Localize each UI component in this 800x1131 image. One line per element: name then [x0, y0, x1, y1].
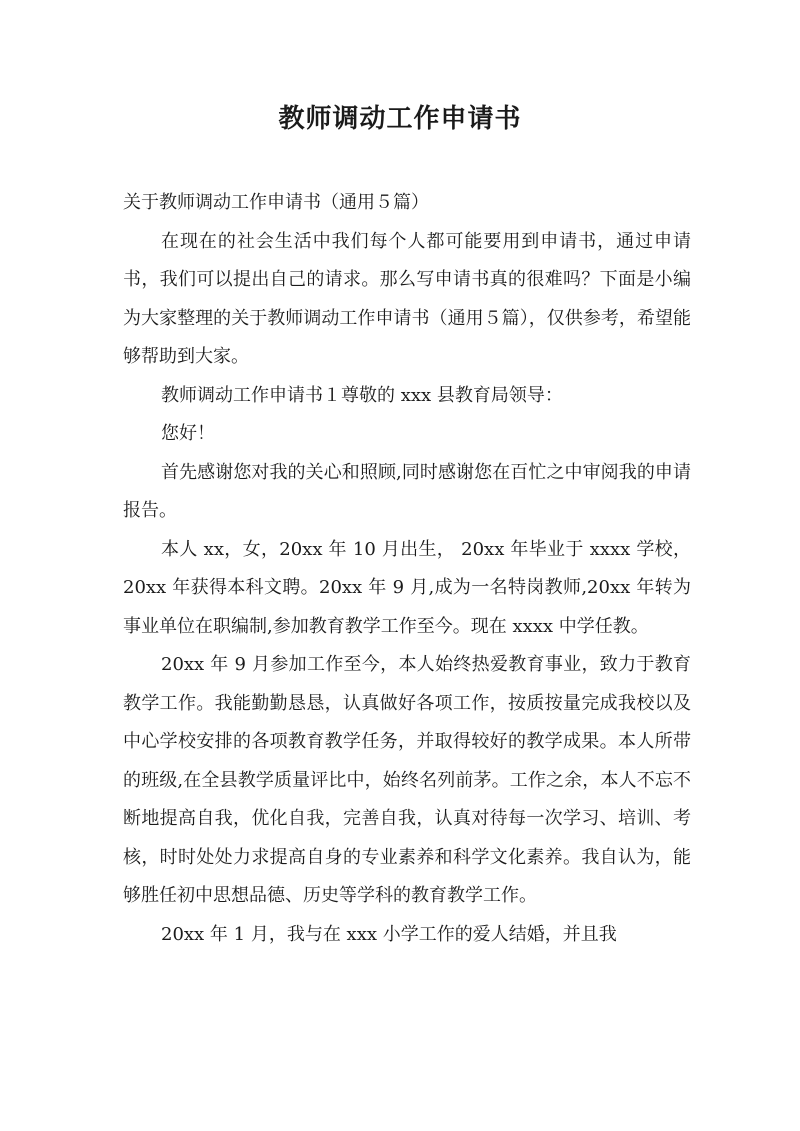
- document-title: 教师调动工作申请书: [278, 104, 522, 134]
- document-subtitle: 关于教师调动工作申请书（通用５篇）: [123, 192, 429, 213]
- paragraph-marriage: 20xx 年 1 月，我与在 xxx 小学工作的爱人结婚，并且我: [161, 923, 617, 945]
- paragraph-intro: 在现在的社会生活中我们每个人都可能要用到申请书，通过申请书，我们可以提出自己的请求。那么写申请书真的很难吗？下面是小编为大家整理的关于教师调动工作申请书（通用５篇），仅供参考，希望能够帮助到大家。: [123, 230, 691, 367]
- paragraph-personal-info: 本人 xx，女，20xx 年 10 月出生， 20xx 年毕业于 xxxx 学校，20xx 年获得本科文聘。20xx 年 9 月,成为一名特岗教师,20xx 年转为事业单位在职编制,参加教育教学工作至今。现在 xxxx 中学任教。: [123, 538, 691, 637]
- paragraph-salutation: 教师调动工作申请书１尊敬的 xxx 县教育局领导：: [161, 384, 563, 406]
- paragraph-thanks: 首先感谢您对我的关心和照顾,同时感谢您在百忙之中审阅我的申请报告。: [123, 461, 691, 521]
- paragraph-greeting: 您好！: [161, 423, 215, 444]
- paragraph-work-history: 20xx 年 9 月参加工作至今，本人始终热爱教育事业，致力于教育教学工作。我能勤勤恳恳，认真做好各项工作，按质按量完成我校以及中心学校安排的各项教育教学任务，并取得较好的教学成果。本人所带的班级,在全县教学质量评比中，始终名列前茅。工作之余，本人不忘不断地提高自我，优化自我，完善自我，认真对待每一次学习、培训、考核，时时处处力求提高自身的专业素养和科学文化素养。我自认为，能够胜任初中思想品德、历史等学科的教育教学工作。: [123, 654, 691, 906]
- document-body: [123, 184, 691, 954]
